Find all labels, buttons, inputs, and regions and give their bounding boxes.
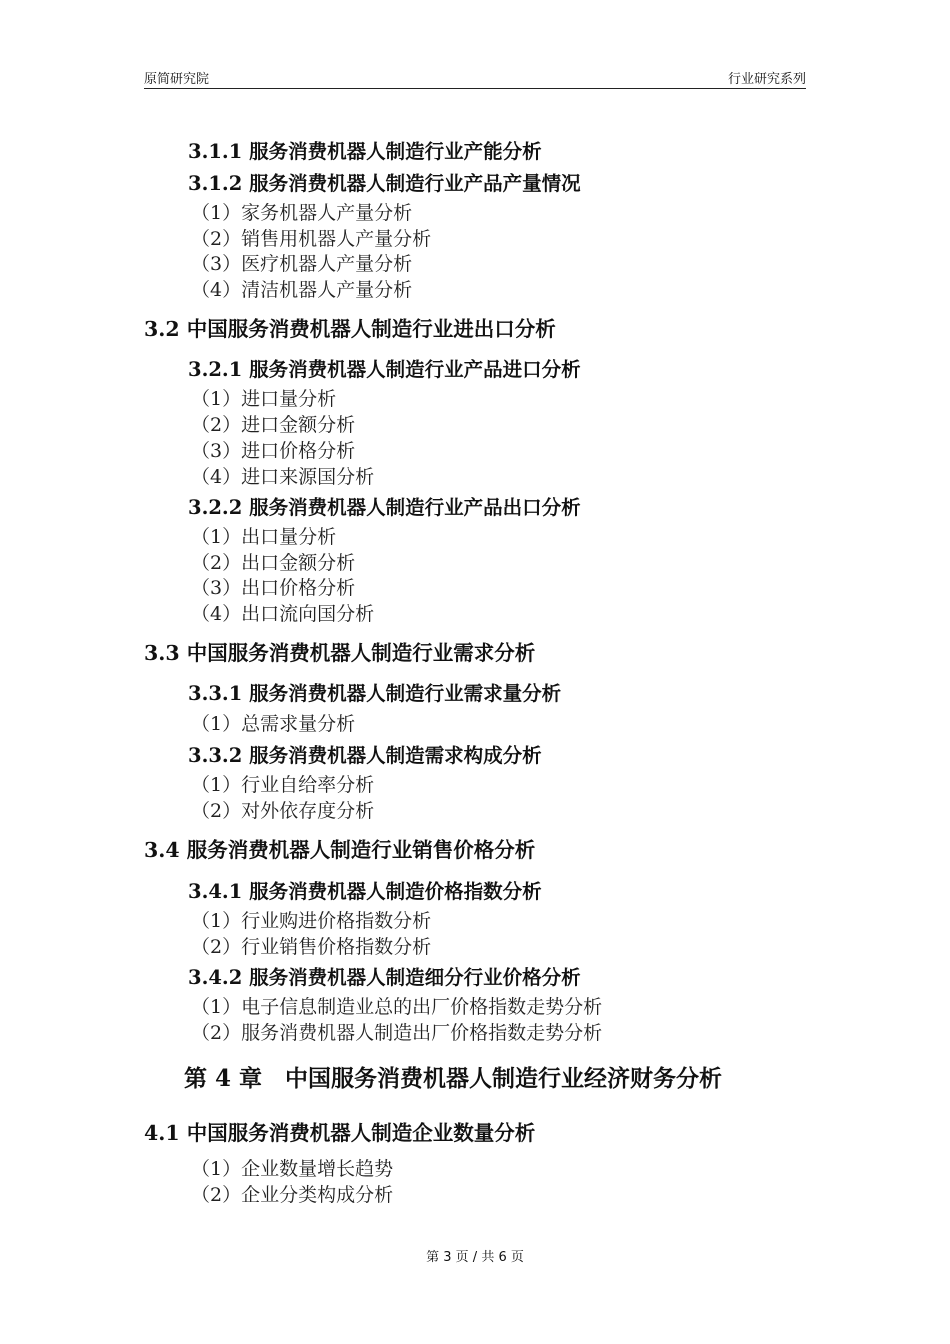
toc-list-item: （1）进口量分析 — [191, 388, 337, 410]
toc-list-item: （3）出口价格分析 — [191, 577, 356, 599]
toc-list-item: （2）进口金额分析 — [191, 414, 356, 436]
toc-list-item: （3）进口价格分析 — [191, 440, 356, 462]
toc-list-item: （3）医疗机器人产量分析 — [191, 253, 413, 275]
toc-subsection-heading: 3.1.1 服务消费机器人制造行业产能分析 — [188, 140, 542, 163]
toc-list-item: （1）总需求量分析 — [191, 713, 356, 735]
toc-list-item: （4）清洁机器人产量分析 — [191, 279, 413, 301]
toc-list-item: （1）电子信息制造业总的出厂价格指数走势分析 — [191, 996, 603, 1018]
toc-list-item: （4）出口流向国分析 — [191, 603, 375, 625]
toc-section-heading: 3.3 中国服务消费机器人制造行业需求分析 — [144, 641, 536, 665]
toc-list-item: （2）服务消费机器人制造出厂价格指数走势分析 — [191, 1022, 603, 1044]
header-publisher: 原简研究院 — [144, 72, 210, 87]
toc-section-heading: 3.2 中国服务消费机器人制造行业进出口分析 — [144, 317, 556, 341]
toc-list-item: （4）进口来源国分析 — [191, 466, 375, 488]
toc-list-item: （2）行业销售价格指数分析 — [191, 936, 432, 958]
toc-list-item: （1）企业数量增长趋势 — [191, 1158, 394, 1180]
toc-subsection-heading: 3.4.1 服务消费机器人制造价格指数分析 — [188, 880, 542, 903]
toc-list-item: （1）行业自给率分析 — [191, 774, 375, 796]
toc-list-item: （1）家务机器人产量分析 — [191, 202, 413, 224]
page-header — [144, 66, 806, 89]
page-footer: 第 3 页 / 共 6 页 — [426, 1250, 524, 1265]
toc-subsection-heading: 3.2.1 服务消费机器人制造行业产品进口分析 — [188, 358, 581, 381]
toc-list-item: （2）企业分类构成分析 — [191, 1184, 394, 1206]
toc-section-heading: 4.1 中国服务消费机器人制造企业数量分析 — [144, 1121, 536, 1145]
toc-chapter-heading: 第 4 章 中国服务消费机器人制造行业经济财务分析 — [184, 1065, 723, 1092]
toc-subsection-heading: 3.2.2 服务消费机器人制造行业产品出口分析 — [188, 496, 581, 519]
toc-subsection-heading: 3.1.2 服务消费机器人制造行业产品产量情况 — [188, 172, 581, 195]
header-series: 行业研究系列 — [727, 72, 806, 87]
toc-list-item: （2）出口金额分析 — [191, 552, 356, 574]
toc-section-heading: 3.4 服务消费机器人制造行业销售价格分析 — [144, 838, 536, 862]
toc-list-item: （2）对外依存度分析 — [191, 800, 375, 822]
toc-subsection-heading: 3.3.2 服务消费机器人制造需求构成分析 — [188, 744, 542, 767]
toc-list-item: （1）行业购进价格指数分析 — [191, 910, 432, 932]
toc-subsection-heading: 3.3.1 服务消费机器人制造行业需求量分析 — [188, 682, 562, 705]
toc-list-item: （2）销售用机器人产量分析 — [191, 228, 432, 250]
toc-subsection-heading: 3.4.2 服务消费机器人制造细分行业价格分析 — [188, 966, 581, 989]
toc-list-item: （1）出口量分析 — [191, 526, 337, 548]
